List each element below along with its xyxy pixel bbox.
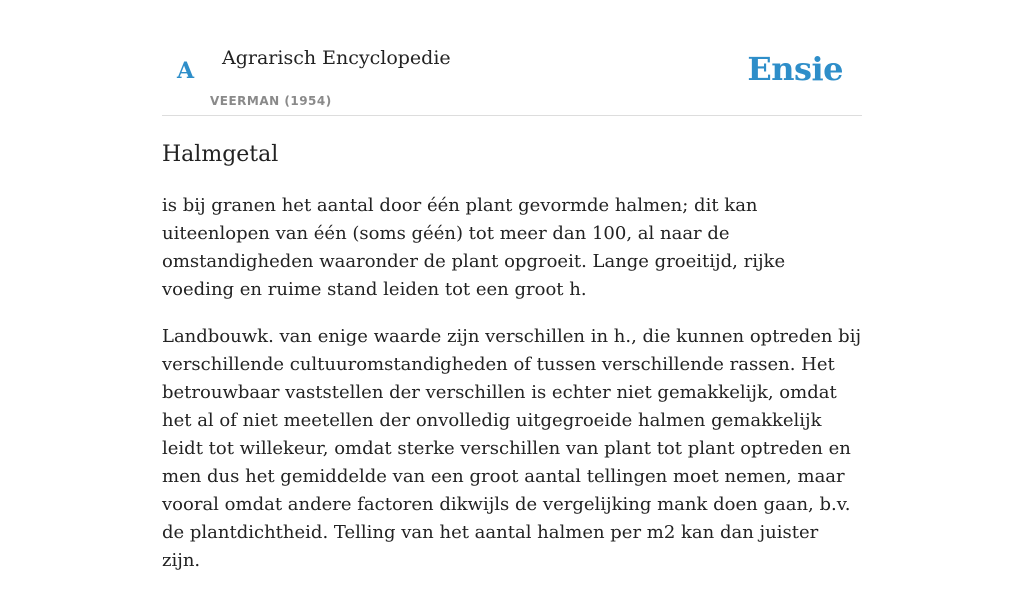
encyclopedia-title-link[interactable]: Agrarisch Encyclopedie bbox=[222, 47, 451, 69]
article-body bbox=[162, 192, 862, 594]
encyclopedia-letter-link[interactable]: A bbox=[177, 58, 195, 84]
article-paragraph-2: Landbouwk. van enige waarde zijn verschillen in h., die kunnen optreden bij verschillende cultuuromstandigheden of tussen verschillende rassen. Het betrouwbaar vaststellen der verschillen is echter niet gemakkelijk, omdat het al of niet meetellen der onvolledig uitgegroeide halmen gemakkelijk leidt tot willekeur, omdat sterke verschillen van plant tot plant optreden en men dus het gemiddelde van een groot aantal tellingen moet nemen, maar vooral omdat andere factoren dikwijls de vergelijking mank doen gaan, b.v. de plantdichtheid. Telling van het aantal halmen per m2 kan dan juister zijn. bbox=[162, 326, 862, 571]
encyclopedia-header bbox=[162, 0, 862, 116]
article-title: Halmgetal bbox=[162, 142, 279, 167]
page-container bbox=[162, 0, 862, 571]
ensie-logo[interactable]: Ensie bbox=[747, 50, 843, 88]
encyclopedia-edition: VEERMAN (1954) bbox=[210, 94, 332, 108]
article-paragraph-1: is bij granen het aantal door één plant gevormde halmen; dit kan uiteenlopen van één (soms géén) tot meer dan 100, al naar de omstandigheden waaronder de plant opgroeit. Lange groeitijd, rijke voeding en ruime stand leiden tot een groot h. bbox=[162, 195, 786, 300]
